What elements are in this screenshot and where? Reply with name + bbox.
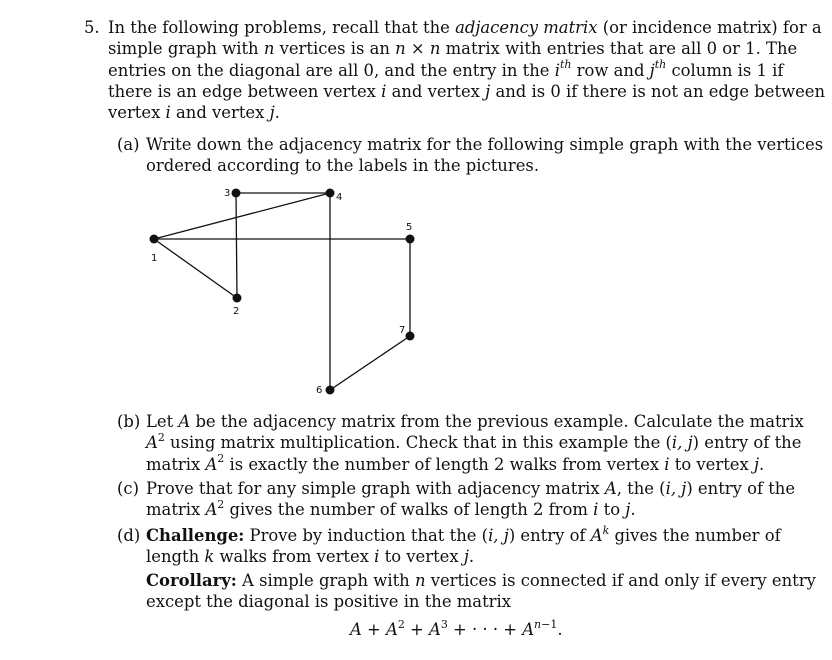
part-d-line-1: Challenge: Prove by induction that the (i, j) entry of $A^k$ gives the number of — [146, 523, 781, 545]
intro-line-4: there is an edge between vertex i and vertex j and is 0 if there is not an edge between — [108, 81, 826, 101]
vertex-2 — [233, 294, 242, 303]
part-c-text — [146, 478, 796, 521]
edge-1-4 — [154, 193, 330, 239]
part-d-text — [146, 523, 781, 568]
part-b-line-2: $A^2$ using matrix multiplication. Check that in this example the (i, j) entry of the — [146, 430, 802, 453]
vertex-label-7: 7 — [399, 325, 406, 336]
intro-line-1: In the following problems, recall that the adjacency matrix (or incidence matrix) for a — [108, 18, 822, 37]
part-b-label: (b) — [117, 412, 141, 431]
intro-line-2: simple graph with n vertices is an n × n matrix with entries that are all 0 or 1. The — [108, 39, 798, 59]
part-c-line-2: matrix $A^2$ gives the number of walks of length 2 from i to j. — [146, 497, 636, 520]
part-d-line-2: length k walks from vertex i to vertex j. — [146, 547, 475, 567]
intro-line-3: entries on the diagonal are all 0, and the entry in the $i^{th}$ row and $j^{th}$ column is 1 if — [108, 58, 784, 80]
vertex-label-5: 5 — [406, 222, 413, 233]
part-c-line-1: Prove that for any simple graph with adjacency matrix A, the (i, j) entry of the — [146, 479, 796, 498]
part-a-label: (a) — [117, 135, 140, 154]
problem-number: 5. — [84, 18, 100, 37]
vertex-label-2: 2 — [233, 306, 240, 317]
vertex-label-6: 6 — [316, 385, 323, 396]
part-d-label: (d) — [117, 526, 141, 545]
corollary-text — [146, 570, 816, 613]
part-a-line-1: Write down the adjacency matrix for the following simple graph with the vertices — [146, 135, 824, 154]
corollary-line-1: Corollary: A simple graph with n vertices is connected if and only if every entry — [146, 571, 816, 590]
part-b-line-1: Let A be the adjacency matrix from the previous example. Calculate the matrix — [146, 412, 804, 431]
part-b-text — [146, 411, 804, 475]
vertex-1 — [150, 235, 159, 244]
part-a-line-2: ordered according to the labels in the pictures. — [146, 156, 540, 176]
vertex-6 — [326, 386, 335, 395]
intro-line-5: vertex i and vertex j. — [108, 103, 280, 123]
vertex-label-1: 1 — [151, 253, 158, 264]
part-c-label: (c) — [117, 479, 139, 498]
corollary-equation: $A + A^2 + A^3$ + · · · + $A^{n-1}$. — [350, 617, 563, 639]
corollary-line-2: except the diagonal is positive in the matrix — [146, 592, 511, 612]
edge-3-2 — [236, 193, 237, 298]
vertex-4 — [326, 189, 335, 198]
edge-1-2 — [154, 239, 237, 298]
edge-6-7 — [330, 336, 410, 390]
vertex-label-3: 3 — [224, 188, 231, 199]
vertex-7 — [406, 332, 415, 341]
vertex-5 — [406, 235, 415, 244]
vertex-3 — [232, 189, 241, 198]
vertex-label-4: 4 — [336, 192, 343, 203]
part-b-line-3: matrix $A^2$ is exactly the number of length 2 walks from vertex i to vertex j. — [146, 452, 765, 474]
